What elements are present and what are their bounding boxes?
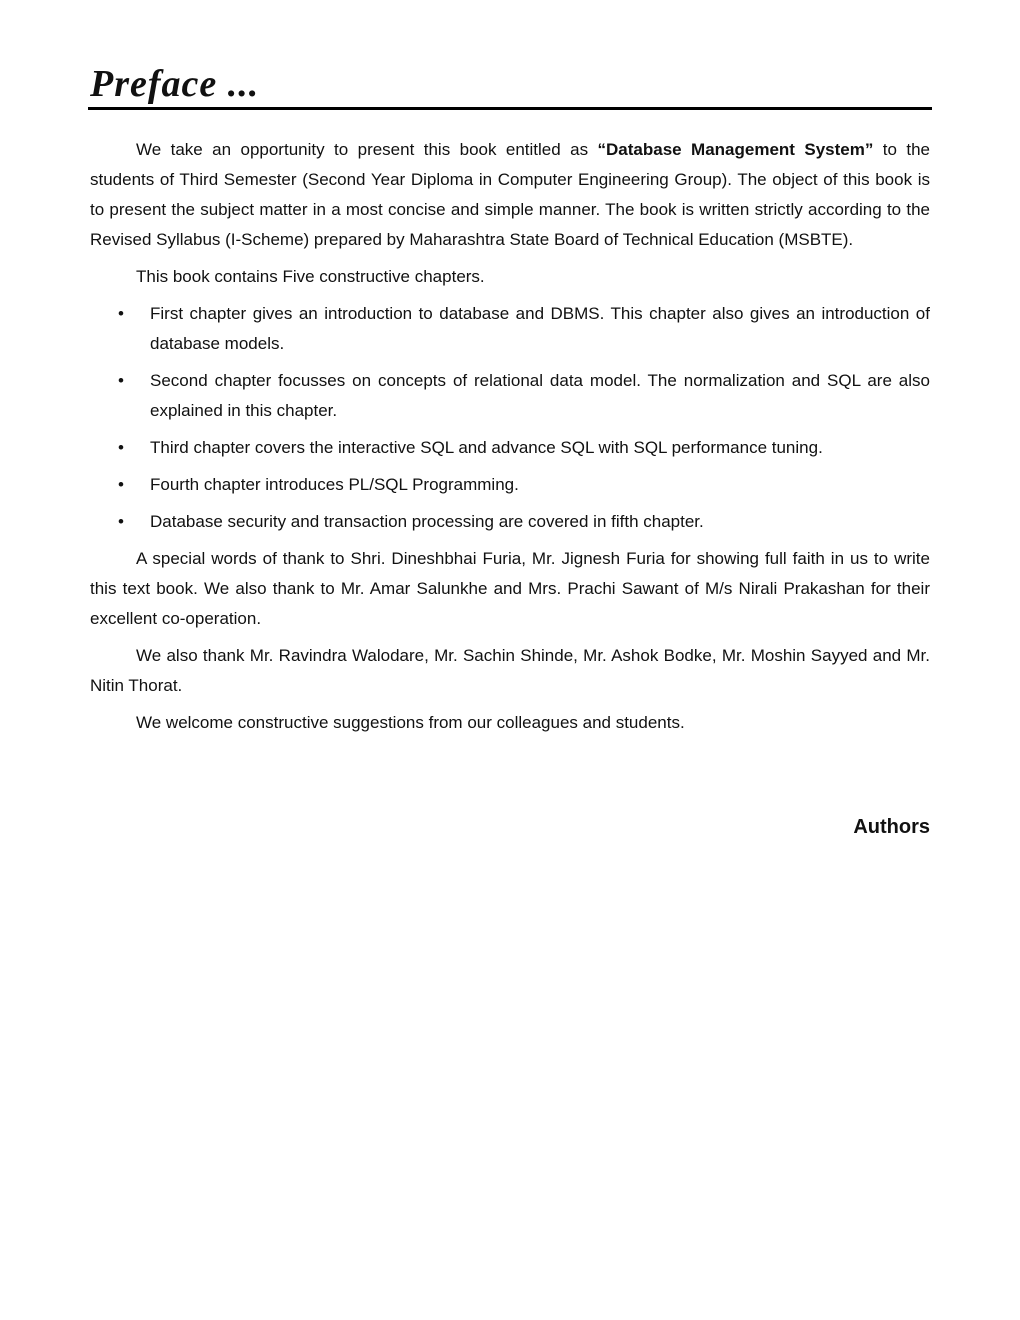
bullet-icon: • <box>118 304 124 323</box>
intro-text: We take an opportunity to present this book entitled as <box>136 140 598 159</box>
preface-body <box>90 135 930 745</box>
bullet-icon: • <box>118 371 124 390</box>
list-item <box>90 470 930 500</box>
title-rule <box>88 107 932 110</box>
chapter-list <box>90 299 930 537</box>
list-item-text: First chapter gives an introduction to database and DBMS. This chapter also gives an introduction of database models. <box>150 304 930 353</box>
book-title: “Database Management System” <box>597 140 874 159</box>
chapters-intro: This book contains Five constructive chapters. <box>136 267 485 286</box>
list-item-text: Database security and transaction processing are covered in fifth chapter. <box>150 512 704 531</box>
bullet-icon: • <box>118 512 124 531</box>
intro-text-rest: to the students of Third Semester (Second Year Diploma in Computer Engineering Group). The object of this book is to present the subject matter in a most concise and simple manner. The book is written strictly according to the Revised Syllabus (I-Scheme) prepared by Maharashtra State Board of Technical Education (MSBTE). <box>90 140 930 249</box>
welcome-paragraph: We welcome constructive suggestions from our colleagues and students. <box>136 713 685 732</box>
list-item-text: Second chapter focusses on concepts of relational data model. The normalization and SQL are also explained in this chapter. <box>150 371 930 420</box>
thanks-paragraph-2: We also thank Mr. Ravindra Walodare, Mr. Sachin Shinde, Mr. Ashok Bodke, Mr. Moshin Sayyed and Mr. Nitin Thorat. <box>90 646 930 695</box>
page-title: Preface ... <box>90 63 260 105</box>
list-item <box>90 366 930 426</box>
list-item <box>90 433 930 463</box>
list-item <box>90 299 930 359</box>
bullet-icon: • <box>118 438 124 457</box>
list-item-text: Fourth chapter introduces PL/SQL Programming. <box>150 475 519 494</box>
thanks-paragraph: A special words of thank to Shri. Dineshbhai Furia, Mr. Jignesh Furia for showing full faith in us to write this text book. We also thank to Mr. Amar Salunkhe and Mrs. Prachi Sawant of M/s Nirali Prakashan for their excellent co-operation. <box>90 549 930 628</box>
bullet-icon: • <box>118 475 124 494</box>
list-item-text: Third chapter covers the interactive SQL and advance SQL with SQL performance tuning. <box>150 438 823 457</box>
intro-paragraph <box>90 135 930 255</box>
signature: Authors <box>853 816 930 838</box>
list-item <box>90 507 930 537</box>
